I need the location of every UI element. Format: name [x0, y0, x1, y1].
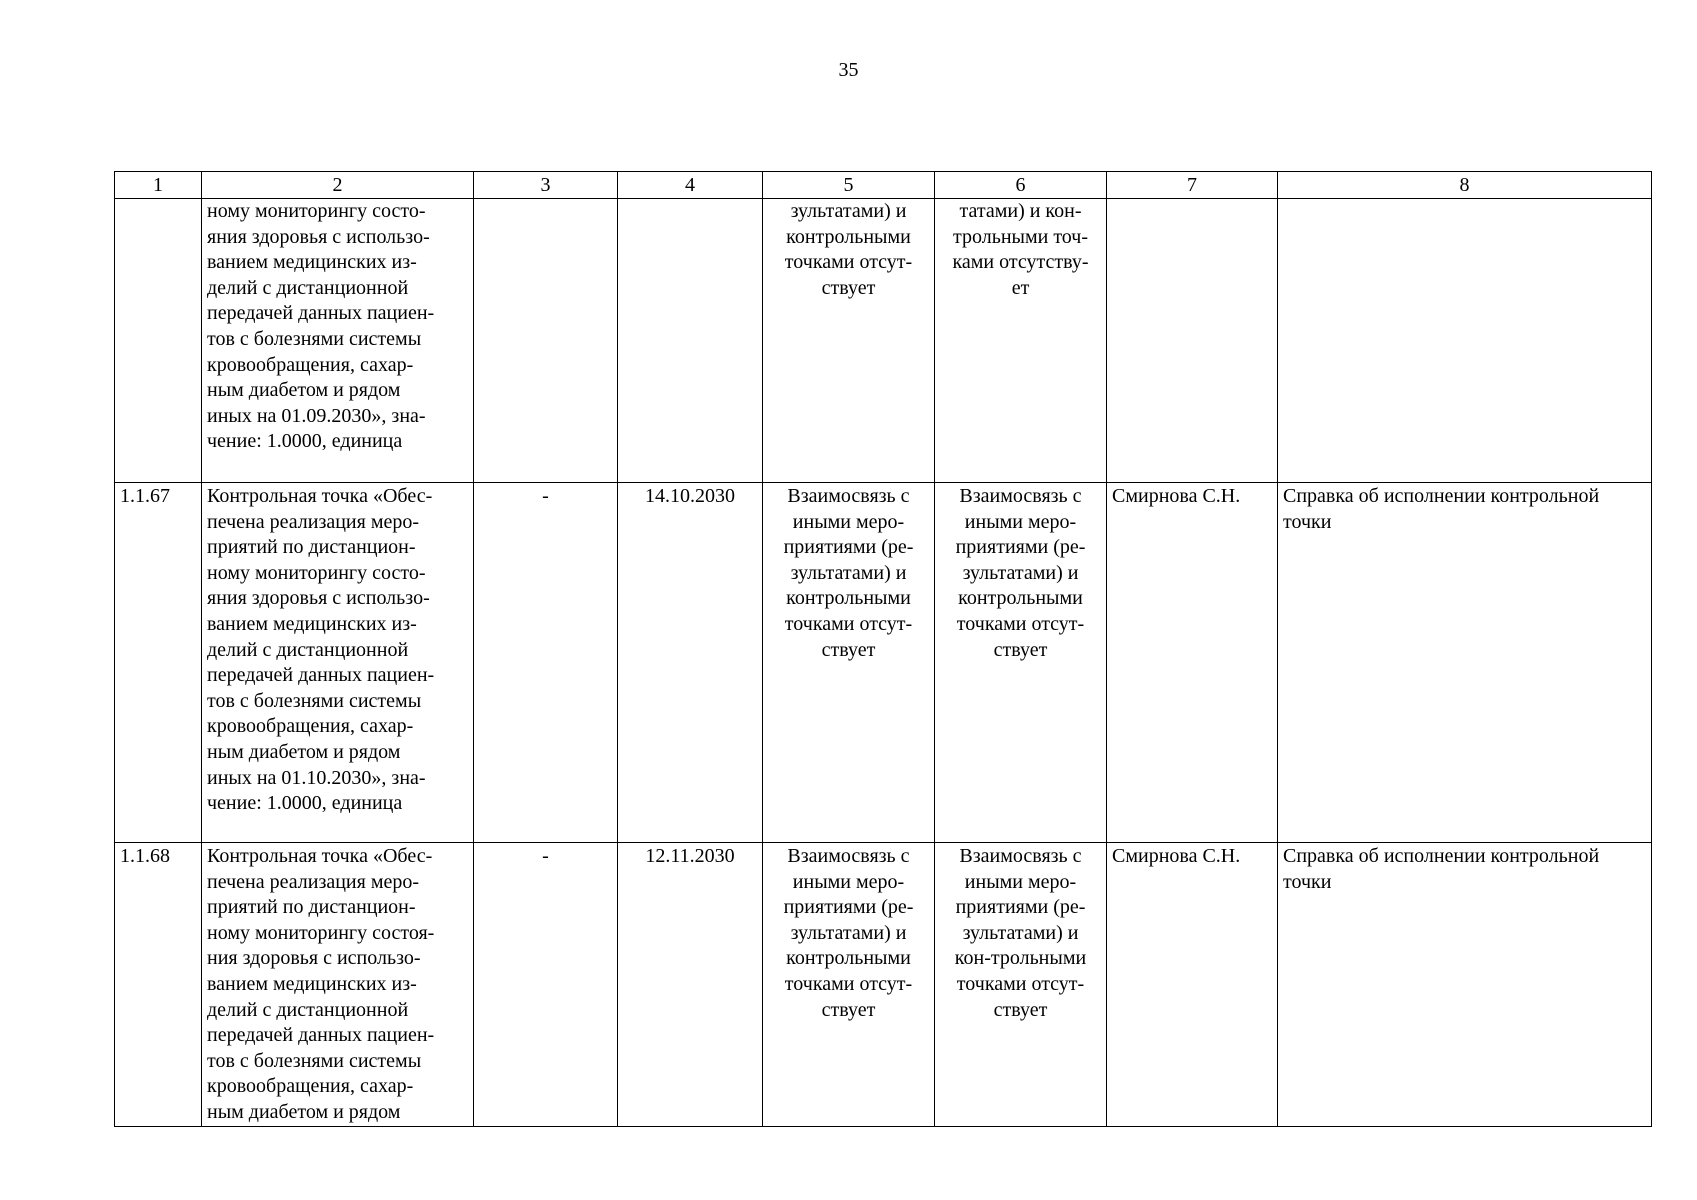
start-date-cell: -	[474, 483, 618, 843]
successors-cell: татами) и кон- трольными точ- ками отсутству- ет	[935, 199, 1107, 483]
successors-cell: Взаимосвязь с иными меро- приятиями (ре- зультатами) и кон-трольными точками отсут- ствует	[935, 843, 1107, 1127]
column-header: 1	[115, 172, 202, 199]
predecessors-cell: Взаимосвязь с иными меро- приятиями (ре- зультатами) и контрольными точками отсут- ствует	[763, 843, 935, 1127]
column-header: 3	[474, 172, 618, 199]
responsible-cell: Смирнова С.Н.	[1107, 483, 1278, 843]
control-points-table	[114, 171, 1652, 1127]
document-cell: Справка об исполнении контрольной точки	[1278, 843, 1652, 1127]
column-header: 8	[1278, 172, 1652, 199]
start-date-cell	[474, 199, 618, 483]
end-date-cell	[618, 199, 763, 483]
start-date-cell: -	[474, 843, 618, 1127]
end-date-cell: 12.11.2030	[618, 843, 763, 1127]
document-cell: Справка об исполнении контрольной точки	[1278, 483, 1652, 843]
description-cell: ному мониторингу состо- яния здоровья с использо- ванием медицинских из- делий с дистанционной передачей данных пациен- тов с болезнями системы кровообращения, сахар- ным диабетом и рядом иных на 01.09.2030», зна- чение: 1.0000, единица	[202, 199, 474, 483]
column-header: 2	[202, 172, 474, 199]
row-number-cell: 1.1.67	[115, 483, 202, 843]
predecessors-cell: зультатами) и контрольными точками отсут- ствует	[763, 199, 935, 483]
table-header-row	[115, 172, 1652, 199]
page-number: 35	[838, 59, 859, 81]
successors-cell: Взаимосвязь с иными меро- приятиями (ре- зультатами) и контрольными точками отсут- ствует	[935, 483, 1107, 843]
responsible-cell: Смирнова С.Н.	[1107, 843, 1278, 1127]
end-date-cell: 14.10.2030	[618, 483, 763, 843]
row-number-cell: 1.1.68	[115, 843, 202, 1127]
document-cell	[1278, 199, 1652, 483]
column-header: 4	[618, 172, 763, 199]
table-row	[115, 843, 1652, 1127]
row-number-cell	[115, 199, 202, 483]
table-row	[115, 199, 1652, 483]
column-header: 5	[763, 172, 935, 199]
column-header: 7	[1107, 172, 1278, 199]
responsible-cell	[1107, 199, 1278, 483]
column-header: 6	[935, 172, 1107, 199]
description-cell: Контрольная точка «Обес- печена реализация меро- приятий по дистанцион- ному мониторингу состоя- ния здоровья с использо- ванием медицинских из- делий с дистанционной передачей данных пациен- тов с болезнями системы кровообращения, сахар- ным диабетом и рядом	[202, 843, 474, 1127]
predecessors-cell: Взаимосвязь с иными меро- приятиями (ре- зультатами) и контрольными точками отсут- ствует	[763, 483, 935, 843]
description-cell: Контрольная точка «Обес- печена реализация меро- приятий по дистанцион- ному мониторингу состо- яния здоровья с использо- ванием медицинских из- делий с дистанционной передачей данных пациен- тов с болезнями системы кровообращения, сахар- ным диабетом и рядом иных на 01.10.2030», зна- чение: 1.0000, единица	[202, 483, 474, 843]
table-row	[115, 483, 1652, 843]
